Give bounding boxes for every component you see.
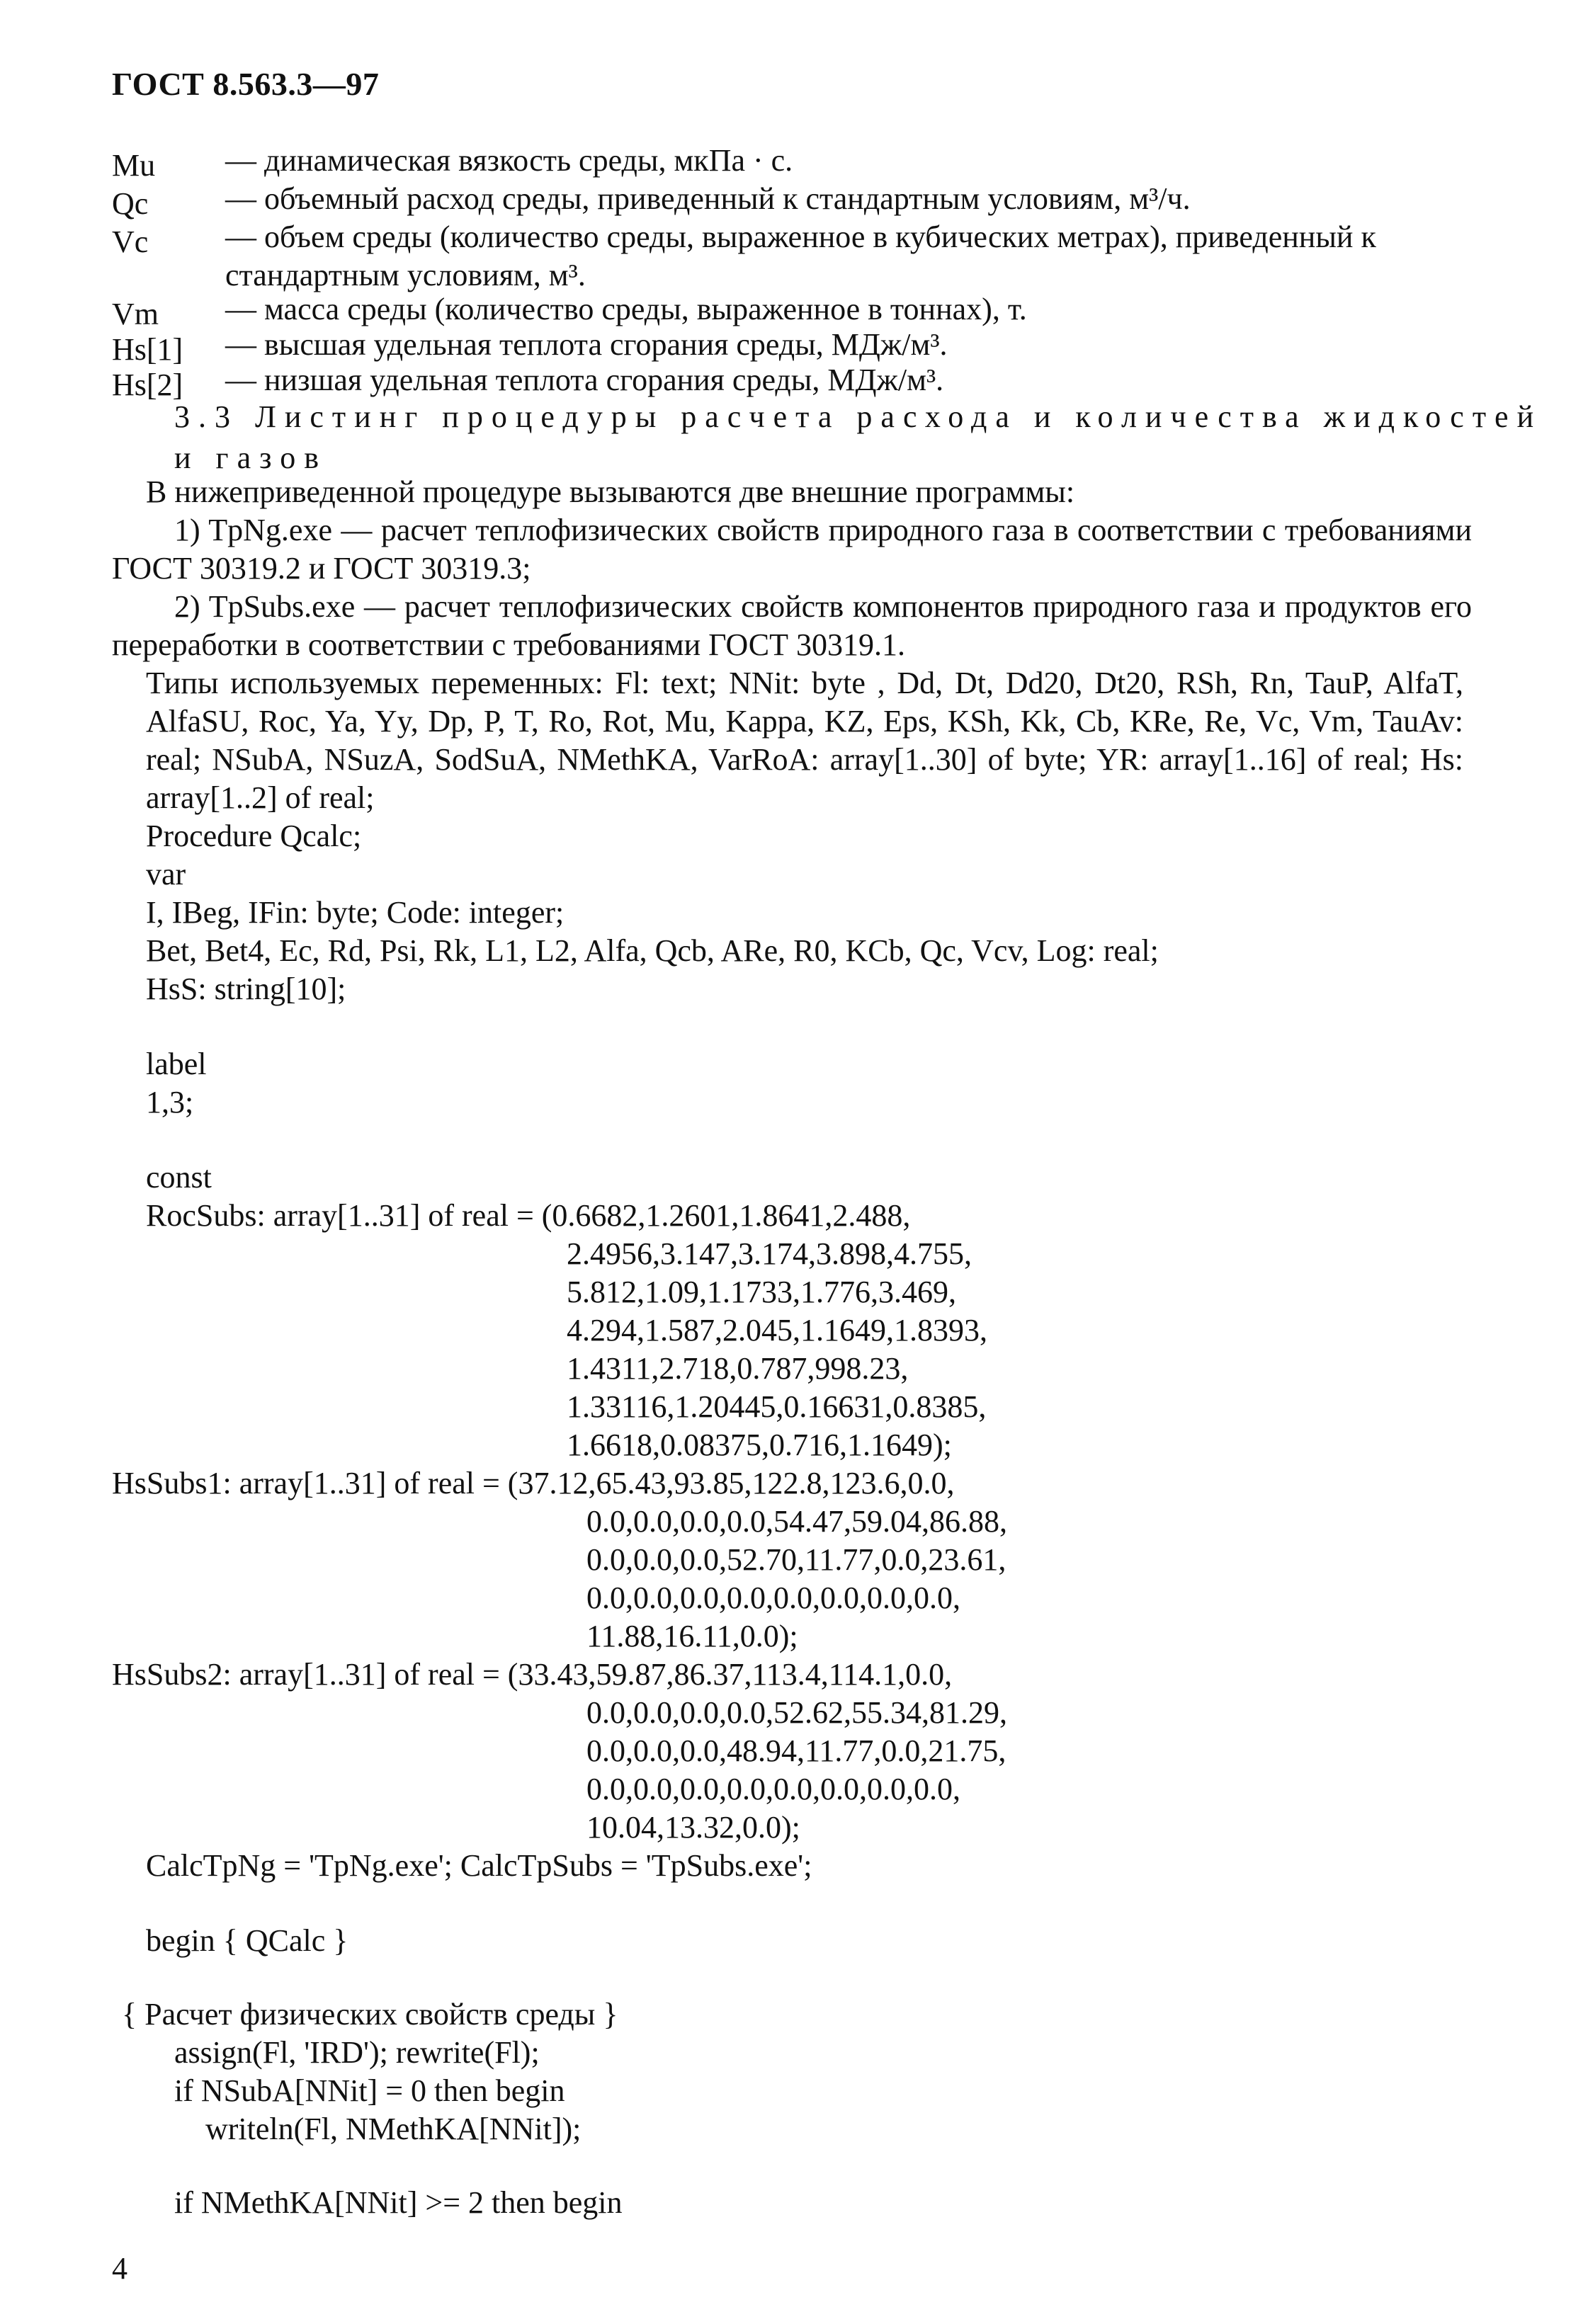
- code-line: 0.0,0.0,0.0,52.70,11.77,0.0,23.61,: [586, 1542, 1006, 1577]
- definition-text: — низшая удельная теплота сгорания среды, МДж/м³.: [225, 363, 944, 397]
- definition-text: — объем среды (количество среды, выраженное в кубических метрах), приведенный к стандартным условиям, м³.: [225, 220, 1376, 292]
- code-line: HsSubs1: array[1..31] of real = (37.12,65.43,93.85,122.8,123.6,0.0,: [112, 1466, 955, 1500]
- code-line: writeln(Fl, NMethKA[NNit]);: [205, 2112, 582, 2146]
- code-line: Procedure Qcalc;: [146, 819, 362, 853]
- code-line: 0.0,0.0,0.0,0.0,52.62,55.34,81.29,: [586, 1695, 1007, 1730]
- code-line: 1.33116,1.20445,0.16631,0.8385,: [567, 1389, 987, 1424]
- code-line: HsSubs2: array[1..31] of real = (33.43,59.87,86.37,113.4,114.1,0.0,: [112, 1657, 953, 1692]
- code-line: Bet, Bet4, Ec, Rd, Psi, Rk, L1, L2, Alfa, Qcb, ARe, R0, KCb, Qc, Vcv, Log: real;: [146, 933, 1159, 968]
- definition-symbol: Hs[1]: [112, 332, 183, 367]
- code-comment: { Расчет физических свойств среды }: [122, 1997, 618, 2032]
- code-line: begin { QCalc }: [146, 1923, 348, 1958]
- definition-symbol: Qc: [112, 186, 149, 221]
- code-line: RocSubs: array[1..31] of real = (0.6682,1.2601,1.8641,2.488,: [146, 1198, 911, 1233]
- code-line: 1.6618,0.08375,0.716,1.1649);: [567, 1428, 952, 1462]
- section-intro: В нижеприведенной процедуре вызываются две внешние программы:: [146, 474, 1075, 509]
- code-line: 0.0,0.0,0.0,0.0,0.0,0.0,0.0,0.0,: [586, 1580, 960, 1615]
- definition-text: — масса среды (количество среды, выраженное в тоннах), т.: [225, 292, 1027, 326]
- code-line: if NMethKA[NNit] >= 2 then begin: [174, 2185, 623, 2220]
- code-line: 4.294,1.587,2.045,1.1649,1.8393,: [567, 1313, 987, 1348]
- document-header: ГОСТ 8.563.3—97: [112, 66, 380, 102]
- code-line: I, IBeg, IFin: byte; Code: integer;: [146, 895, 565, 930]
- section-heading: 3.3 Листинг процедуры расчета расхода и количества жидкостей и газов: [174, 399, 1543, 475]
- code-line: if NSubA[NNit] = 0 then begin: [174, 2073, 565, 2108]
- definition-text: — высшая удельная теплота сгорания среды, МДж/м³.: [225, 327, 948, 362]
- code-line: 0.0,0.0,0.0,48.94,11.77,0.0,21.75,: [586, 1733, 1006, 1768]
- list-item: 2) TpSubs.exe — расчет теплофизических свойств компонентов природного газа и продуктов его переработки в соответствии с требованиями ГОСТ 30319.1.: [112, 589, 1472, 662]
- list-item: 1) TpNg.exe — расчет теплофизических свойств природного газа в соответствии с требованиями ГОСТ 30319.2 и ГОСТ 30319.3;: [112, 513, 1472, 586]
- code-line: 0.0,0.0,0.0,0.0,54.47,59.04,86.88,: [586, 1504, 1007, 1539]
- definition-text: — динамическая вязкость среды, мкПа · с.: [225, 143, 793, 178]
- code-line: 1,3;: [146, 1085, 194, 1120]
- code-line: 10.04,13.32,0.0);: [586, 1810, 800, 1845]
- definition-symbol: Vm: [112, 297, 159, 331]
- code-line: HsS: string[10];: [146, 972, 346, 1006]
- code-line: const: [146, 1160, 212, 1195]
- definition-symbol: Mu: [112, 148, 156, 183]
- code-line: 1.4311,2.718,0.787,998.23,: [567, 1351, 909, 1386]
- page-number: 4: [112, 2251, 127, 2286]
- definition-symbol: Hs[2]: [112, 368, 183, 402]
- types-paragraph: Типы используемых переменных: Fl: text; NNit: byte , Dd, Dt, Dd20, Dt20, RSh, Rn, TauP, AlfaT, AlfaSU, Roc, Ya, Yy, Dp, P, T, Ro, Rot, Mu, Kappa, KZ, Eps, KSh, Kk, Cb, KRe, Re, Vc, Vm, TauAv: real; NSubA, NSuzA, SodSuA, NMethKA, VarRoA: array[1..30] of byte; YR: array[1..16] of real; Hs: array[1..2] of real;: [146, 666, 1463, 815]
- code-line: var: [146, 857, 186, 892]
- code-line: 0.0,0.0,0.0,0.0,0.0,0.0,0.0,0.0,: [586, 1772, 960, 1806]
- code-line: label: [146, 1047, 207, 1081]
- code-line: CalcTpNg = 'TpNg.exe'; CalcTpSubs = 'TpSubs.exe';: [146, 1848, 812, 1883]
- definition-text: — объемный расход среды, приведенный к стандартным условиям, м³/ч.: [225, 181, 1191, 216]
- code-line: 5.812,1.09,1.1733,1.776,3.469,: [567, 1275, 956, 1309]
- definition-symbol: Vc: [112, 224, 149, 259]
- code-line: 2.4956,3.147,3.174,3.898,4.755,: [567, 1236, 972, 1271]
- code-line: assign(Fl, 'IRD'); rewrite(Fl);: [174, 2035, 540, 2070]
- code-line: 11.88,16.11,0.0);: [586, 1619, 798, 1653]
